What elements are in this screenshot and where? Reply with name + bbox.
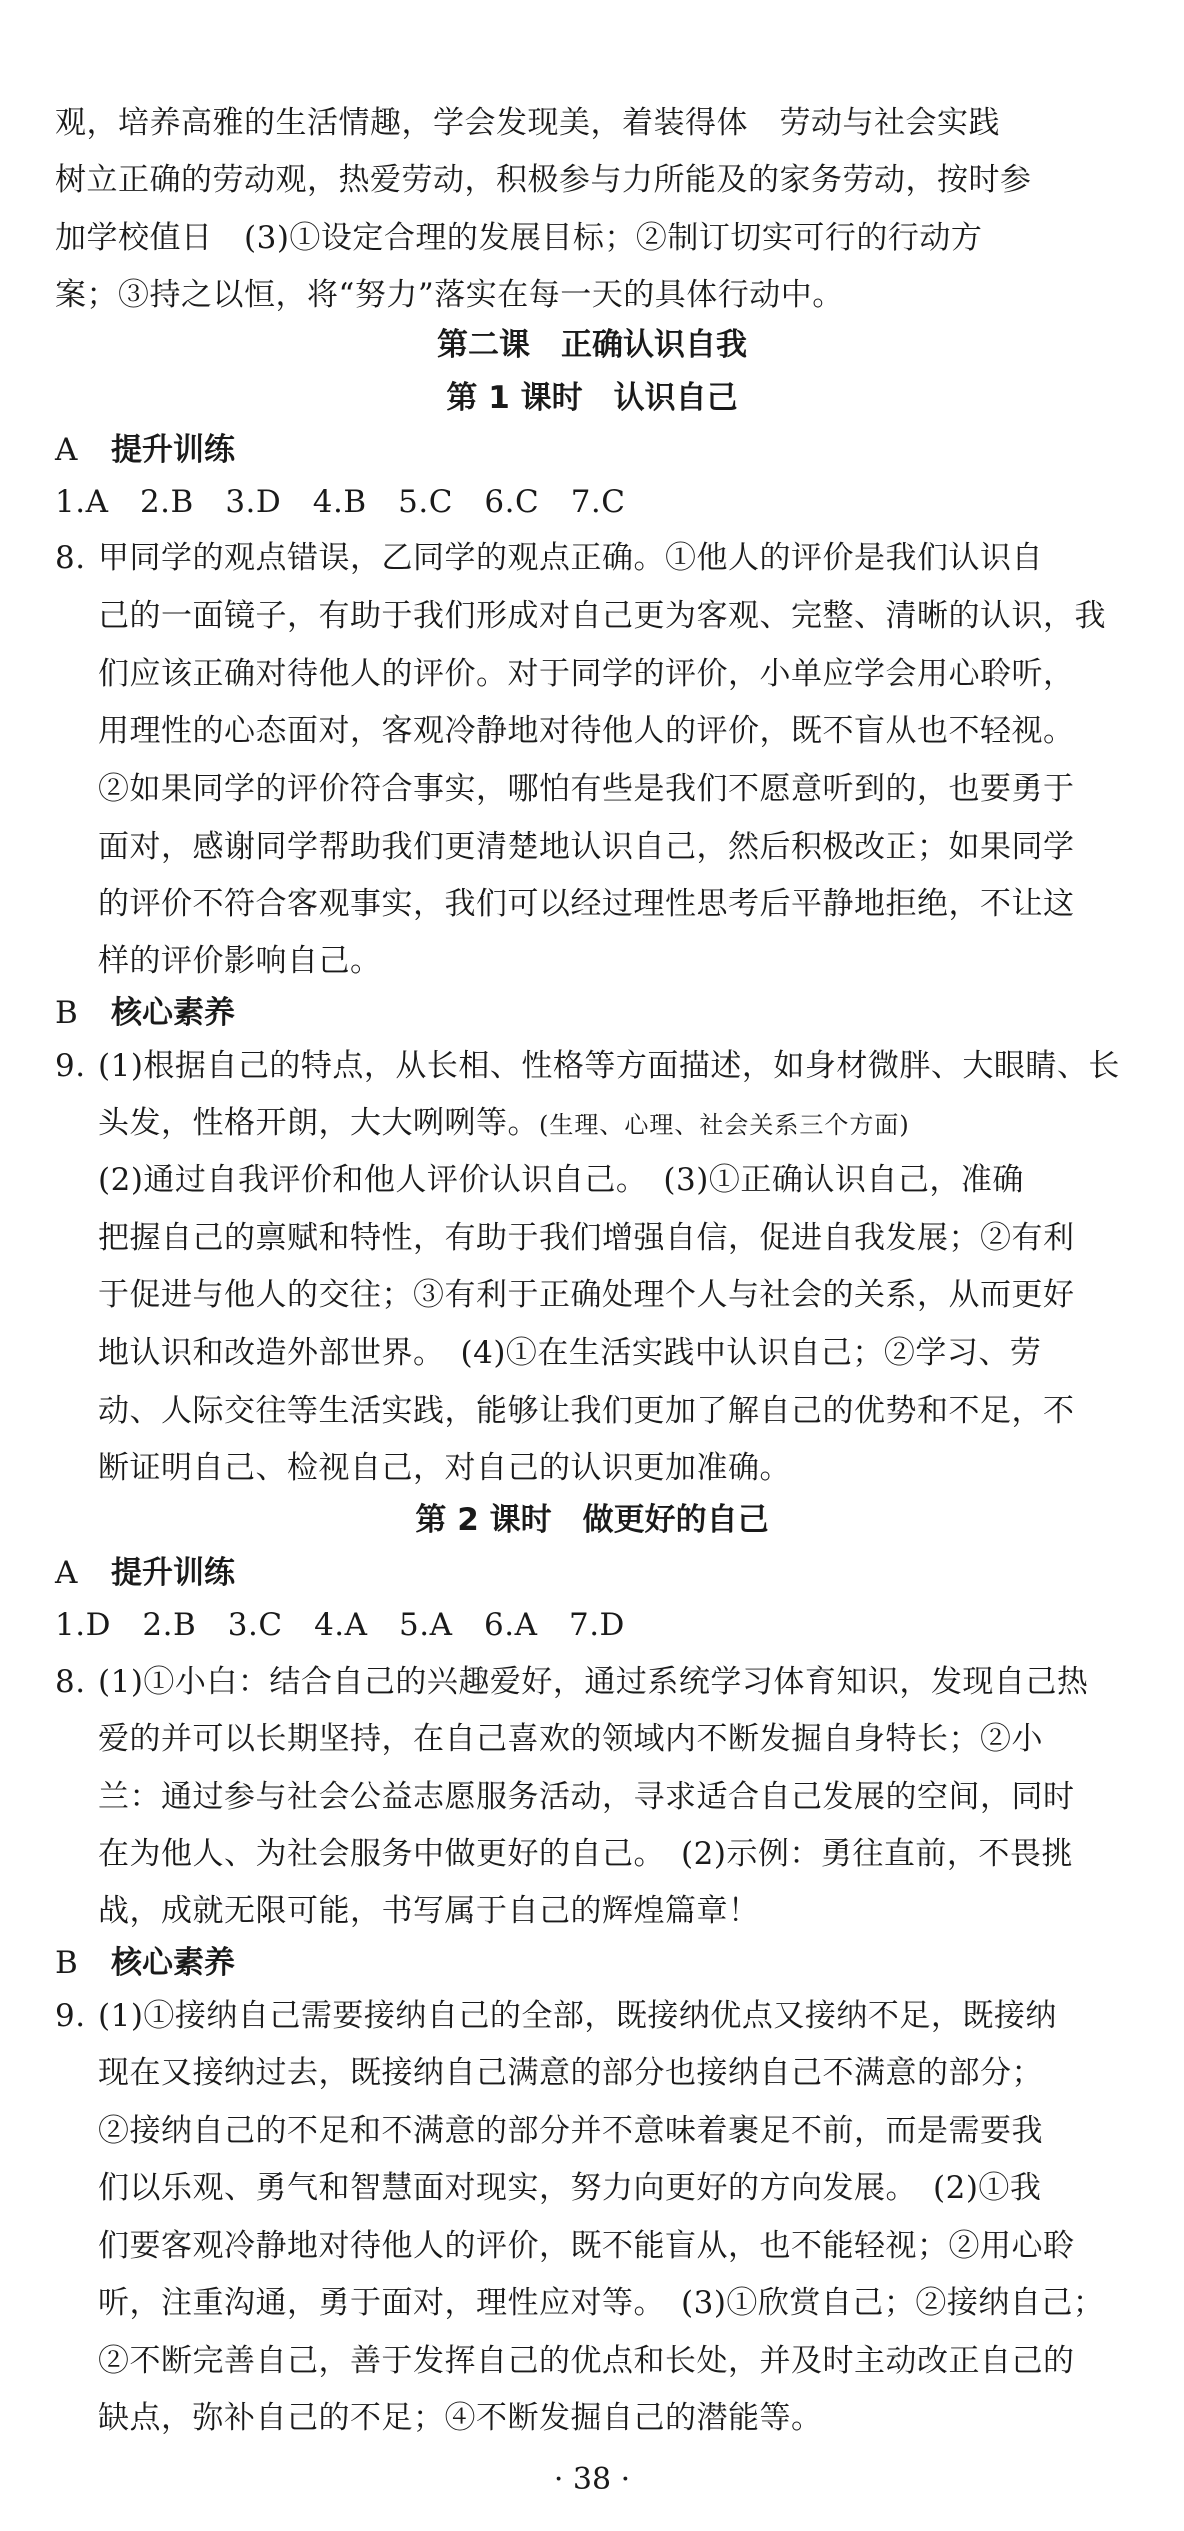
answer-line: (1)①小白：结合自己的兴趣爱好，通过系统学习体育知识，发现自己热 (98, 1664, 1089, 1700)
answer-line-with-note (98, 1103, 1134, 1145)
question-number: 8. (55, 540, 86, 576)
handwritten-note: (生理、心理、社会关系三个方面) (539, 1111, 910, 1139)
answer-line: 地认识和改造外部世界。 (4)①在生活实践中认识自己；②学习、劳 (98, 1335, 1042, 1371)
answer-line: ②接纳自己的不足和不满意的部分并不意味着裹足不前，而是需要我 (98, 2113, 1043, 2149)
period1-title: 第 1 课时 认识自己 (446, 380, 738, 416)
answer-line: (2)通过自我评价和他人评价认识自己。 (3)①正确认识自己，准确 (98, 1162, 1024, 1198)
period2-title: 第 2 课时 做更好的自己 (415, 1502, 769, 1538)
period2-a-choice-answers: 1.D 2.B 3.C 4.A 5.A 6.A 7.D (55, 1607, 625, 1643)
period1-a-choice-answers: 1.A 2.B 3.D 4.B 5.C 6.C 7.C (55, 484, 626, 520)
section-title: 提升训练 (111, 1555, 235, 1591)
answer-text: 头发，性格开朗，大大咧咧等。 (98, 1105, 539, 1141)
lesson-title: 第二课 正确认识自我 (437, 327, 747, 363)
section-title: 核心素养 (111, 1945, 235, 1981)
answer-line: 把握自己的禀赋和特性，有助于我们增强自信，促进自我发展；②有利 (98, 1220, 1075, 1256)
answer-line: 己的一面镜子，有助于我们形成对自己更为客观、完整、清晰的认识，我 (98, 598, 1106, 634)
section-tag: A (55, 432, 78, 468)
answer-line: (1)根据自己的特点，从长相、性格等方面描述，如身材微胖、大眼睛、长 (98, 1048, 1120, 1084)
question-number: 9. (55, 1048, 86, 1084)
answer-line: 甲同学的观点错误，乙同学的观点正确。①他人的评价是我们认识自 (98, 540, 1043, 576)
question-number: 8. (55, 1664, 86, 1700)
intro-line: 观，培养高雅的生活情趣，学会发现美，着装得体 劳动与社会实践 (55, 105, 1000, 141)
answer-line: 缺点，弥补自己的不足；④不断发掘自己的潜能等。 (98, 2400, 823, 2436)
answer-line: 们应该正确对待他人的评价。对于同学的评价，小单应学会用心聆听， (98, 656, 1075, 692)
period1-section-b-header (55, 993, 235, 1033)
answer-line: (1)①接纳自己需要接纳自己的全部，既接纳优点又接纳不足，既接纳 (98, 1998, 1057, 2034)
section-tag: A (55, 1555, 78, 1591)
answer-line: 面对，感谢同学帮助我们更清楚地认识自己，然后积极改正；如果同学 (98, 829, 1075, 865)
answer-line: ②不断完善自己，善于发挥自己的优点和长处，并及时主动改正自己的 (98, 2343, 1075, 2379)
answer-line: 的评价不符合客观事实，我们可以经过理性思考后平静地拒绝，不让这 (98, 886, 1075, 922)
intro-line: 加学校值日 (3)①设定合理的发展目标；②制订切实可行的行动方 (55, 220, 983, 256)
answer-line: 于促进与他人的交往；③有利于正确处理个人与社会的关系，从而更好 (98, 1277, 1075, 1313)
answer-line: 在为他人、为社会服务中做更好的自己。 (2)示例：勇往直前，不畏挑 (98, 1836, 1073, 1872)
answer-line: 听，注重沟通，勇于面对，理性应对等。 (3)①欣赏自己；②接纳自己； (98, 2285, 1105, 2321)
answer-line: 们要客观冷静地对待他人的评价，既不能盲从，也不能轻视；②用心聆 (98, 2228, 1075, 2264)
answer-line: 爱的并可以长期坚持，在自己喜欢的领域内不断发掘自身特长；②小 (98, 1721, 1043, 1757)
answer-line: 现在又接纳过去，既接纳自己满意的部分也接纳自己不满意的部分； (98, 2055, 1043, 2091)
section-tag: B (55, 1945, 78, 1981)
answer-line: 战，成就无限可能，书写属于自己的辉煌篇章！ (98, 1893, 760, 1929)
section-tag: B (55, 995, 78, 1031)
page-number: · 38 · (553, 2462, 631, 2497)
period2-section-a-header (55, 1553, 235, 1593)
section-title: 核心素养 (111, 995, 235, 1031)
intro-line: 树立正确的劳动观，热爱劳动，积极参与力所能及的家务劳动，按时参 (55, 162, 1032, 198)
answer-line: 动、人际交往等生活实践，能够让我们更加了解自己的优势和不足，不 (98, 1393, 1075, 1429)
answer-line: 断证明自己、检视自己，对自己的认识更加准确。 (98, 1450, 791, 1486)
answer-line: ②如果同学的评价符合事实，哪怕有些是我们不愿意听到的，也要勇于 (98, 771, 1075, 807)
intro-line: 案；③持之以恒，将“努力”落实在每一天的具体行动中。 (55, 277, 844, 313)
answer-line: 样的评价影响自己。 (98, 943, 382, 979)
section-title: 提升训练 (111, 432, 235, 468)
answer-line: 们以乐观、勇气和智慧面对现实，努力向更好的方向发展。 (2)①我 (98, 2170, 1042, 2206)
question-number: 9. (55, 1998, 86, 2034)
period1-section-a-header (55, 430, 235, 470)
answer-line: 兰：通过参与社会公益志愿服务活动，寻求适合自己发展的空间，同时 (98, 1779, 1075, 1815)
answer-line: 用理性的心态面对，客观冷静地对待他人的评价，既不盲从也不轻视。 (98, 713, 1075, 749)
period2-section-b-header (55, 1943, 235, 1983)
